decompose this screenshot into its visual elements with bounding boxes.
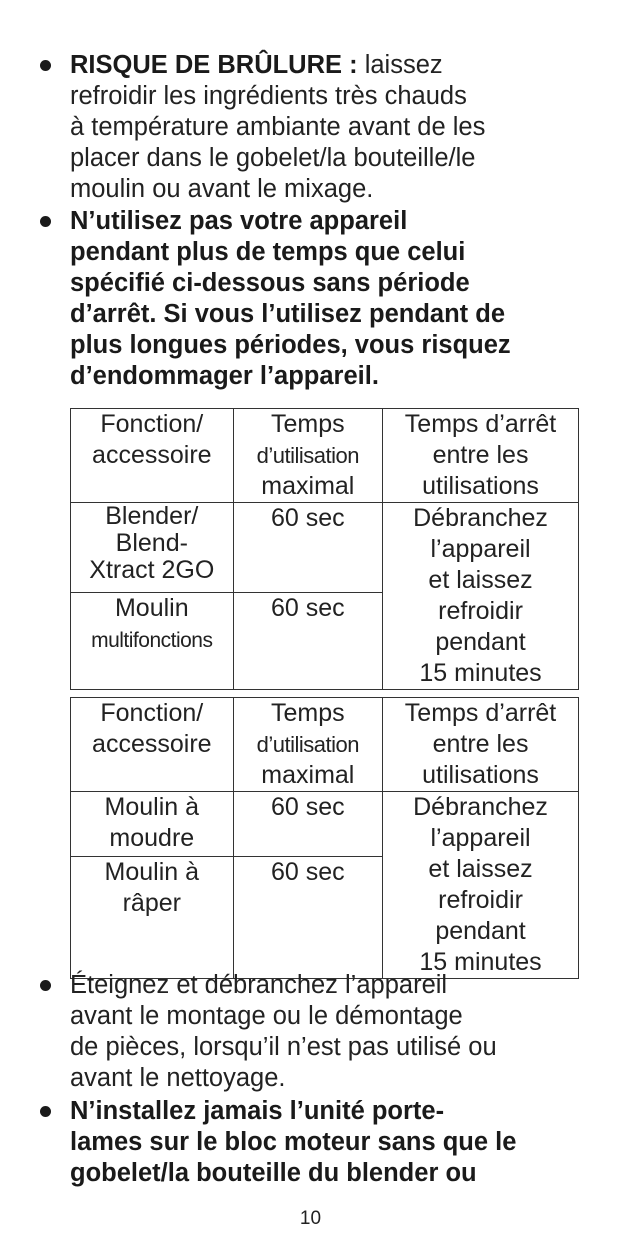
- header-rest-time: Temps d’arrêt entre les utilisations: [383, 409, 579, 503]
- bullet-dot-icon: [40, 980, 51, 991]
- bullet-dot-icon: [40, 216, 51, 227]
- function-cell: Moulin à moudre: [71, 792, 234, 857]
- header-max-time: Temps d’utilisation maximal: [233, 698, 382, 792]
- table-header-row: [71, 698, 579, 792]
- usage-table-1: [70, 408, 579, 690]
- function-cell: Blender/ Blend- Xtract 2GO: [71, 503, 234, 593]
- time-cell: 60 sec: [233, 792, 382, 857]
- unplug-line-1: Éteignez et débranchez l’appareil: [70, 971, 448, 999]
- header-function: Fonction/ accessoire: [71, 698, 234, 792]
- table-row: [71, 503, 579, 593]
- bullet-unplug-instruction: [70, 970, 590, 1094]
- usage-warning-line-1: N’utilisez pas votre appareil: [70, 207, 408, 235]
- burn-risk-text-line-5: moulin ou avant le mixage.: [70, 175, 374, 203]
- blade-warning-line-1: N’installez jamais l’unité porte-: [70, 1097, 445, 1125]
- header-rest-time: Temps d’arrêt entre les utilisations: [383, 698, 579, 792]
- bullet-blade-warning: [70, 1096, 590, 1189]
- rest-cell: Débranchez l’appareil et laissez refroidir pendant 15 minutes: [383, 503, 579, 690]
- bullet-burn-risk: [70, 50, 590, 205]
- bullet-dot-icon: [40, 60, 51, 71]
- usage-warning-line-3: spécifié ci-dessous sans période: [70, 269, 470, 297]
- blade-warning-line-2: lames sur le bloc moteur sans que le: [70, 1128, 517, 1156]
- burn-risk-text-line-3: à température ambiante avant de les: [70, 113, 486, 141]
- burn-risk-text-line-4: placer dans le gobelet/la bouteille/le: [70, 144, 476, 172]
- header-max-time: Temps d’utilisation maximal: [233, 409, 382, 503]
- blade-warning-line-3: gobelet/la bouteille du blender ou: [70, 1159, 477, 1187]
- usage-warning-line-2: pendant plus de temps que celui: [70, 238, 466, 266]
- table-row: [71, 792, 579, 857]
- unplug-line-3: de pièces, lorsqu’il n’est pas utilisé ou: [70, 1033, 497, 1061]
- bullet-dot-icon: [40, 1106, 51, 1117]
- header-function: Fonction/ accessoire: [71, 409, 234, 503]
- unplug-line-4: avant le nettoyage.: [70, 1064, 286, 1092]
- usage-warning-line-6: d’endommager l’appareil.: [70, 362, 379, 390]
- bullet-usage-time-warning: [70, 206, 590, 392]
- usage-warning-line-5: plus longues périodes, vous risquez: [70, 331, 511, 359]
- unplug-line-2: avant le montage ou le démontage: [70, 1002, 463, 1030]
- time-cell: 60 sec: [233, 857, 382, 979]
- burn-risk-text-line-1: laissez: [357, 51, 443, 79]
- rest-cell: Débranchez l’appareil et laissez refroidir pendant 15 minutes: [383, 792, 579, 979]
- time-cell: 60 sec: [233, 593, 382, 690]
- burn-risk-heading: RISQUE DE BRÛLURE :: [70, 51, 358, 79]
- time-cell: 60 sec: [233, 503, 382, 593]
- table-header-row: [71, 409, 579, 503]
- function-cell: Moulin à râper: [71, 857, 234, 979]
- burn-risk-text-line-2: refroidir les ingrédients très chauds: [70, 82, 467, 110]
- usage-warning-line-4: d’arrêt. Si vous l’utilisez pendant de: [70, 300, 506, 328]
- function-cell: Moulin multifonctions: [71, 593, 234, 690]
- page-number: 10: [299, 1208, 322, 1229]
- usage-table-2: [70, 697, 579, 979]
